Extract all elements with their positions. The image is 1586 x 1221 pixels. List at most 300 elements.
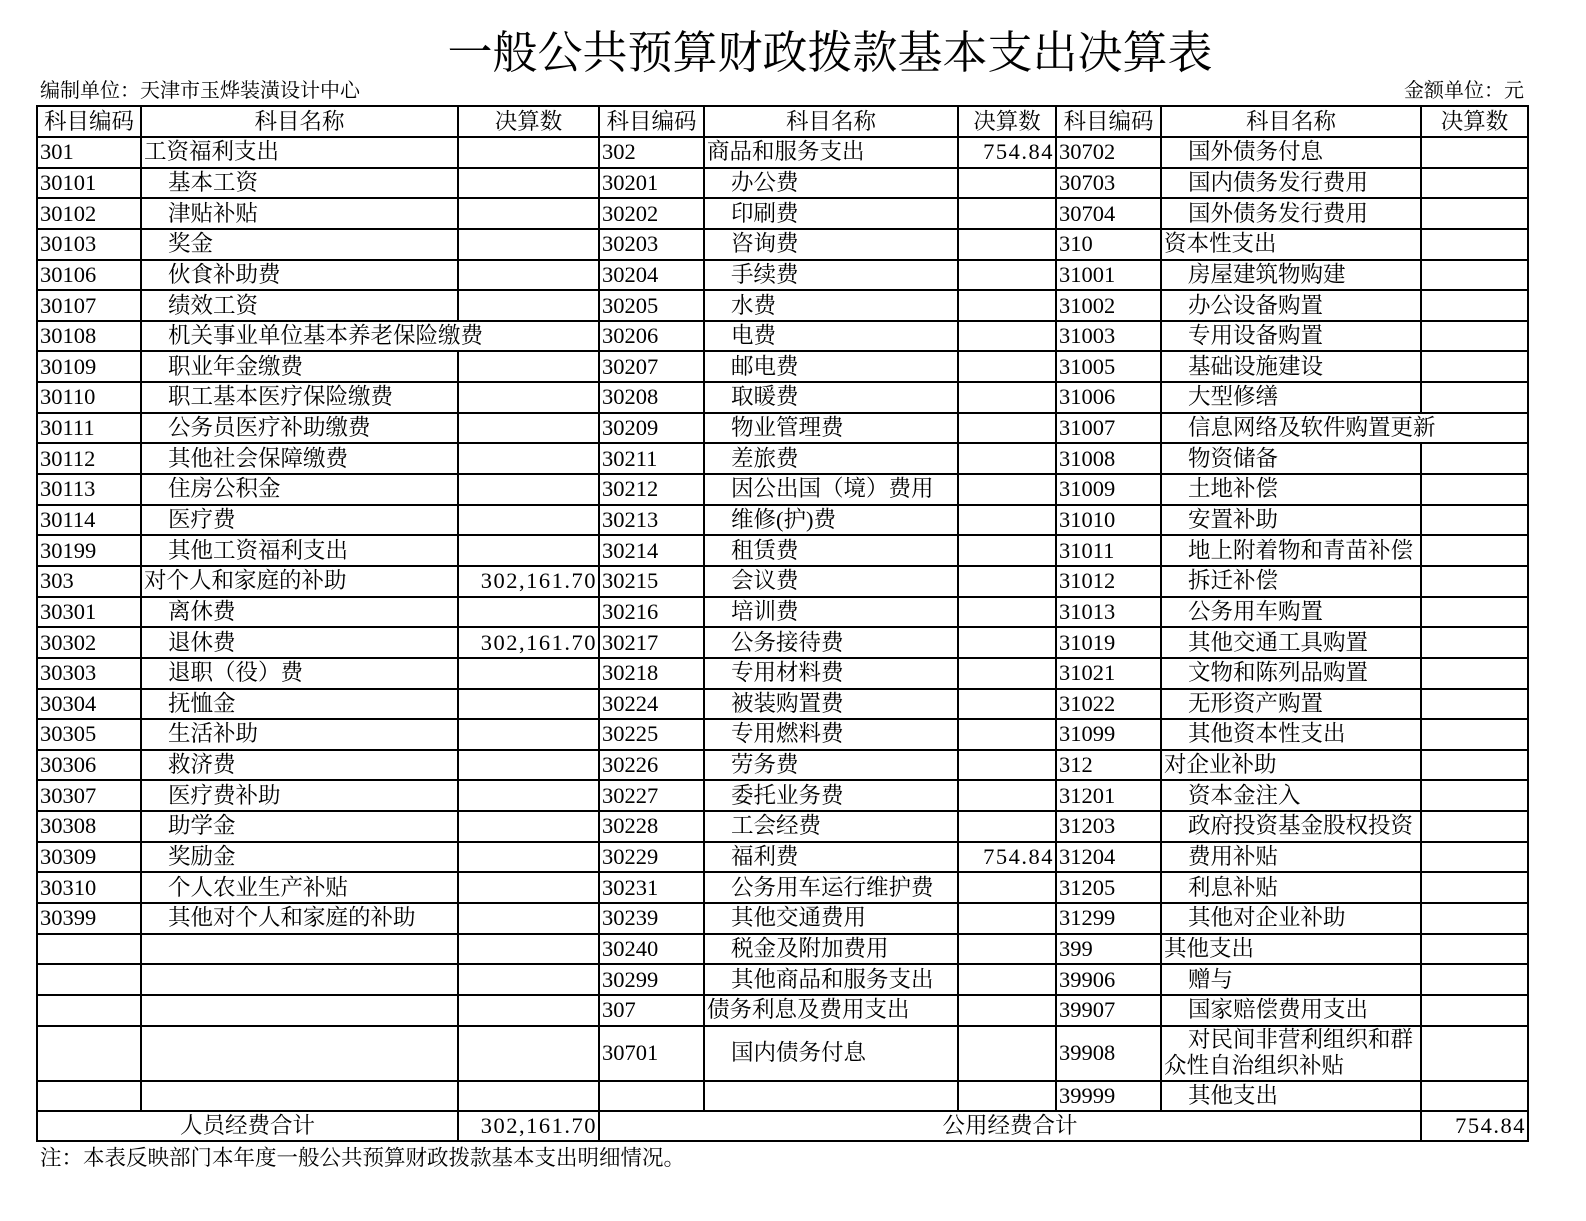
subject-name-cell: 住房公积金 — [141, 474, 458, 505]
subject-name-cell: 助学金 — [141, 811, 458, 842]
table-row — [37, 413, 1528, 444]
header-subject-name: 科目名称 — [704, 106, 958, 137]
subject-code-cell: 31012 — [1056, 566, 1161, 597]
final-amount-cell — [1421, 505, 1528, 536]
final-amount-cell — [1421, 689, 1528, 720]
subject-code-cell: 30103 — [37, 229, 141, 260]
subject-code-cell: 31099 — [1056, 719, 1161, 750]
subject-code-cell: 31022 — [1056, 689, 1161, 720]
subject-name-cell: 其他支出 — [1161, 1081, 1421, 1111]
subject-name-cell: 办公费 — [704, 168, 958, 199]
subject-code-cell: 30224 — [599, 689, 704, 720]
table-row — [37, 627, 1528, 658]
final-amount-cell — [1421, 903, 1528, 934]
subject-code-cell: 30239 — [599, 903, 704, 934]
table-row — [37, 719, 1528, 750]
subject-code-cell: 31019 — [1056, 627, 1161, 658]
final-amount-cell — [1421, 566, 1528, 597]
final-amount-cell — [458, 964, 599, 995]
subject-code-cell: 30308 — [37, 811, 141, 842]
final-amount-cell — [958, 597, 1056, 628]
subject-code-cell: 30106 — [37, 260, 141, 291]
subject-name-cell: 工会经费 — [704, 811, 958, 842]
final-amount-cell — [958, 934, 1056, 965]
subject-name-cell: 其他商品和服务支出 — [704, 964, 958, 995]
final-amount-cell — [458, 872, 599, 903]
subject-code-cell: 31203 — [1056, 811, 1161, 842]
subject-code-cell: 30217 — [599, 627, 704, 658]
final-amount-cell — [958, 198, 1056, 229]
final-amount-cell — [1421, 474, 1528, 505]
compiling-unit-label: 编制单位：天津市玉烨装潢设计中心 — [40, 80, 360, 102]
subject-code-cell: 312 — [1056, 750, 1161, 781]
subject-code-cell: 310 — [1056, 229, 1161, 260]
subject-code-cell: 30299 — [599, 964, 704, 995]
subject-name-cell: 国内债务发行费用 — [1161, 168, 1421, 199]
table-row — [37, 964, 1528, 995]
subject-code-cell: 30206 — [599, 321, 704, 352]
subject-name-cell: 资本金注入 — [1161, 780, 1421, 811]
subject-code-cell: 30114 — [37, 505, 141, 536]
final-amount-cell — [458, 689, 599, 720]
final-amount-cell — [1421, 321, 1528, 352]
totals-row — [37, 1111, 1528, 1141]
subject-code-cell: 39908 — [1056, 1026, 1161, 1081]
subject-name-cell: 利息补贴 — [1161, 872, 1421, 903]
final-amount-cell — [958, 1081, 1056, 1111]
subject-code-cell: 30111 — [37, 413, 141, 444]
subject-name-cell: 土地补偿 — [1161, 474, 1421, 505]
final-amount-cell — [1421, 198, 1528, 229]
final-amount-cell — [458, 351, 599, 382]
subject-name-cell: 水费 — [704, 290, 958, 321]
subject-code-cell: 30305 — [37, 719, 141, 750]
final-amount-cell — [1421, 597, 1528, 628]
subject-code-cell: 30399 — [37, 903, 141, 934]
subject-name-cell: 劳务费 — [704, 750, 958, 781]
subject-code-cell: 30212 — [599, 474, 704, 505]
final-amount-cell — [458, 1081, 599, 1111]
subject-name-cell: 其他社会保障缴费 — [141, 443, 458, 474]
subject-name-cell: 电费 — [704, 321, 958, 352]
subject-code-cell: 30225 — [599, 719, 704, 750]
subject-code-cell: 30704 — [1056, 198, 1161, 229]
table-row — [37, 321, 1528, 352]
final-amount-cell — [1421, 934, 1528, 965]
subject-code-cell: 30203 — [599, 229, 704, 260]
subject-name-cell: 会议费 — [704, 566, 958, 597]
subject-code-cell: 30226 — [599, 750, 704, 781]
subject-name-cell: 公务接待费 — [704, 627, 958, 658]
subject-name-cell: 资本性支出 — [1161, 229, 1421, 260]
table-row — [37, 566, 1528, 597]
subject-code-cell: 31001 — [1056, 260, 1161, 291]
final-amount-cell — [958, 229, 1056, 260]
subject-name-cell: 赠与 — [1161, 964, 1421, 995]
final-amount-cell — [958, 1026, 1056, 1081]
subject-name-cell: 办公设备购置 — [1161, 290, 1421, 321]
subject-name-cell: 商品和服务支出 — [704, 137, 958, 168]
table-note: 注：本表反映部门本年度一般公共预算财政拨款基本支出明细情况。 — [40, 1146, 686, 1170]
subject-code-cell: 30231 — [599, 872, 704, 903]
subject-name-cell: 对民间非营利组织和群众性自治组织补贴 — [1161, 1026, 1421, 1081]
final-amount-cell — [958, 443, 1056, 474]
subject-name-cell: 津贴补贴 — [141, 198, 458, 229]
subject-code-cell: 30205 — [599, 290, 704, 321]
subject-name-cell: 房屋建筑物购建 — [1161, 260, 1421, 291]
subject-code-cell: 30303 — [37, 658, 141, 689]
subject-name-cell: 其他交通工具购置 — [1161, 627, 1421, 658]
final-amount-cell: 754.84 — [958, 842, 1056, 873]
subject-code-cell: 30702 — [1056, 137, 1161, 168]
subject-code-cell — [37, 1026, 141, 1081]
subject-name-cell: 维修(护)费 — [704, 505, 958, 536]
subject-code-cell: 30213 — [599, 505, 704, 536]
table-row — [37, 443, 1528, 474]
final-amount-cell: 754.84 — [958, 137, 1056, 168]
subject-code-cell: 30209 — [599, 413, 704, 444]
final-amount-cell — [958, 811, 1056, 842]
final-amount-cell — [458, 719, 599, 750]
header-final-amount: 决算数 — [958, 106, 1056, 137]
table-row — [37, 474, 1528, 505]
table-row — [37, 290, 1528, 321]
subject-name-cell: 绩效工资 — [141, 290, 458, 321]
table-row — [37, 1026, 1528, 1081]
table-row — [37, 780, 1528, 811]
final-amount-cell — [458, 1026, 599, 1081]
final-amount-cell — [1421, 1026, 1528, 1081]
final-amount-cell — [458, 505, 599, 536]
final-amount-cell — [958, 995, 1056, 1026]
final-amount-cell — [458, 382, 599, 413]
subject-name-cell: 国外债务付息 — [1161, 137, 1421, 168]
subject-name-cell: 伙食补助费 — [141, 260, 458, 291]
final-amount-cell — [958, 719, 1056, 750]
subject-code-cell: 31006 — [1056, 382, 1161, 413]
subject-code-cell: 31201 — [1056, 780, 1161, 811]
subject-name-cell: 基本工资 — [141, 168, 458, 199]
final-amount-cell — [458, 474, 599, 505]
table-row — [37, 168, 1528, 199]
table-row — [37, 505, 1528, 536]
subject-code-cell: 31009 — [1056, 474, 1161, 505]
final-amount-cell — [1421, 811, 1528, 842]
subject-code-cell: 30112 — [37, 443, 141, 474]
table-row — [37, 750, 1528, 781]
subject-name-cell: 救济费 — [141, 750, 458, 781]
subject-code-cell — [37, 934, 141, 965]
subject-name-cell: 大型修缮 — [1161, 382, 1421, 413]
subject-name-cell: 差旅费 — [704, 443, 958, 474]
final-amount-cell — [958, 535, 1056, 566]
subject-code-cell: 30201 — [599, 168, 704, 199]
table-body — [37, 137, 1528, 1111]
final-amount-cell — [458, 995, 599, 1026]
subject-code-cell: 30214 — [599, 535, 704, 566]
subject-code-cell: 30109 — [37, 351, 141, 382]
final-amount-cell — [958, 964, 1056, 995]
final-amount-cell — [958, 903, 1056, 934]
subject-code-cell: 30240 — [599, 934, 704, 965]
subject-code-cell: 30229 — [599, 842, 704, 873]
final-amount-cell — [1421, 995, 1528, 1026]
final-amount-cell — [1421, 627, 1528, 658]
subject-name-cell: 地上附着物和青苗补偿 — [1161, 535, 1421, 566]
subject-name-cell — [141, 1081, 458, 1111]
subject-code-cell: 301 — [37, 137, 141, 168]
subject-name-cell: 物资储备 — [1161, 443, 1421, 474]
subject-name-cell: 因公出国（境）费用 — [704, 474, 958, 505]
subject-code-cell: 31008 — [1056, 443, 1161, 474]
subject-code-cell: 30703 — [1056, 168, 1161, 199]
final-amount-cell — [958, 505, 1056, 536]
table-row — [37, 934, 1528, 965]
final-amount-cell — [958, 872, 1056, 903]
final-amount-cell — [1421, 260, 1528, 291]
subject-code-cell: 30199 — [37, 535, 141, 566]
subject-name-cell: 委托业务费 — [704, 780, 958, 811]
subject-name-cell: 国家赔偿费用支出 — [1161, 995, 1421, 1026]
final-amount-cell — [1421, 872, 1528, 903]
final-amount-cell — [458, 290, 599, 321]
table-row — [37, 995, 1528, 1026]
subject-code-cell: 399 — [1056, 934, 1161, 965]
final-amount-cell: 302,161.70 — [458, 627, 599, 658]
public-total-value: 754.84 — [1421, 1111, 1528, 1141]
final-amount-cell — [958, 290, 1056, 321]
subject-name-cell: 职工基本医疗保险缴费 — [141, 382, 458, 413]
subject-name-cell: 医疗费补助 — [141, 780, 458, 811]
table-row — [37, 382, 1528, 413]
final-amount-cell — [458, 168, 599, 199]
subject-code-cell: 30701 — [599, 1026, 704, 1081]
subject-name-cell: 离休费 — [141, 597, 458, 628]
final-amount-cell — [1421, 351, 1528, 382]
subject-code-cell: 302 — [599, 137, 704, 168]
subject-code-cell: 30307 — [37, 780, 141, 811]
final-amount-cell — [1421, 443, 1528, 474]
subject-name-cell: 公务员医疗补助缴费 — [141, 413, 458, 444]
subject-name-cell: 基础设施建设 — [1161, 351, 1421, 382]
personnel-total-value: 302,161.70 — [458, 1111, 599, 1141]
final-amount-cell — [958, 750, 1056, 781]
subject-name-cell: 退职（役）费 — [141, 658, 458, 689]
subject-name-cell — [141, 1026, 458, 1081]
subject-name-cell: 其他交通费用 — [704, 903, 958, 934]
subject-code-cell: 31005 — [1056, 351, 1161, 382]
subject-code-cell: 30306 — [37, 750, 141, 781]
final-amount-cell — [958, 689, 1056, 720]
final-amount-cell — [1421, 964, 1528, 995]
table-row — [37, 229, 1528, 260]
subject-name-cell: 邮电费 — [704, 351, 958, 382]
public-total-label: 公用经费合计 — [599, 1111, 1421, 1141]
final-amount-cell — [458, 260, 599, 291]
subject-name-cell: 机关事业单位基本养老保险缴费 — [141, 321, 458, 352]
subject-name-cell: 无形资产购置 — [1161, 689, 1421, 720]
subject-code-cell: 30227 — [599, 780, 704, 811]
subject-code-cell: 39907 — [1056, 995, 1161, 1026]
personnel-total-label: 人员经费合计 — [37, 1111, 458, 1141]
subject-code-cell — [37, 995, 141, 1026]
subject-name-cell: 手续费 — [704, 260, 958, 291]
subject-code-cell: 307 — [599, 995, 704, 1026]
subject-name-cell: 公务用车运行维护费 — [704, 872, 958, 903]
subject-name-cell: 其他支出 — [1161, 934, 1421, 965]
header-final-amount: 决算数 — [458, 106, 599, 137]
subject-name-cell — [141, 934, 458, 965]
final-amount-cell — [958, 351, 1056, 382]
subject-code-cell: 30208 — [599, 382, 704, 413]
subject-name-cell: 印刷费 — [704, 198, 958, 229]
final-amount-cell — [958, 627, 1056, 658]
header-subject-name: 科目名称 — [1161, 106, 1421, 137]
subject-name-cell: 租赁费 — [704, 535, 958, 566]
final-amount-cell — [958, 566, 1056, 597]
subject-name-cell: 其他对企业补助 — [1161, 903, 1421, 934]
subject-code-cell: 31010 — [1056, 505, 1161, 536]
subject-name-cell — [141, 964, 458, 995]
table-row — [37, 137, 1528, 168]
subject-name-cell: 费用补贴 — [1161, 842, 1421, 873]
subject-code-cell: 30215 — [599, 566, 704, 597]
subject-code-cell: 30107 — [37, 290, 141, 321]
final-amount-cell — [1421, 658, 1528, 689]
subject-name-cell: 培训费 — [704, 597, 958, 628]
final-amount-cell — [458, 750, 599, 781]
final-amount-cell — [958, 260, 1056, 291]
subject-code-cell: 30216 — [599, 597, 704, 628]
table-row — [37, 903, 1528, 934]
subject-name-cell: 对个人和家庭的补助 — [141, 566, 458, 597]
final-amount-cell — [1421, 382, 1528, 413]
subject-code-cell — [37, 964, 141, 995]
header-subject-code: 科目编码 — [1056, 106, 1161, 137]
subject-name-cell: 专用材料费 — [704, 658, 958, 689]
subject-name-cell: 税金及附加费用 — [704, 934, 958, 965]
subject-code-cell: 31021 — [1056, 658, 1161, 689]
final-amount-cell: 302,161.70 — [458, 566, 599, 597]
table-row — [37, 597, 1528, 628]
subject-code-cell: 31002 — [1056, 290, 1161, 321]
subject-name-cell: 福利费 — [704, 842, 958, 873]
subject-code-cell — [599, 1081, 704, 1111]
subject-name-cell: 专用设备购置 — [1161, 321, 1421, 352]
final-amount-cell — [958, 658, 1056, 689]
subject-code-cell: 30207 — [599, 351, 704, 382]
final-amount-cell — [458, 780, 599, 811]
subject-name-cell: 文物和陈列品购置 — [1161, 658, 1421, 689]
subject-code-cell: 31003 — [1056, 321, 1161, 352]
table-row — [37, 811, 1528, 842]
subject-name-cell: 个人农业生产补贴 — [141, 872, 458, 903]
page-title: 一般公共预算财政拨款基本支出决算表 — [447, 28, 1213, 78]
table-row — [37, 872, 1528, 903]
currency-unit-label: 金额单位：元 — [1404, 80, 1524, 102]
table-row — [37, 689, 1528, 720]
subject-name-cell: 对企业补助 — [1161, 750, 1421, 781]
budget-table — [36, 105, 1529, 1142]
final-amount-cell — [958, 474, 1056, 505]
subject-name-cell: 公务用车购置 — [1161, 597, 1421, 628]
subject-code-cell: 39906 — [1056, 964, 1161, 995]
subject-name-cell: 医疗费 — [141, 505, 458, 536]
subject-code-cell: 31205 — [1056, 872, 1161, 903]
subject-code-cell: 30113 — [37, 474, 141, 505]
subject-code-cell: 30228 — [599, 811, 704, 842]
subject-code-cell: 30108 — [37, 321, 141, 352]
final-amount-cell — [1421, 719, 1528, 750]
subject-code-cell: 30309 — [37, 842, 141, 873]
subject-code-cell: 30101 — [37, 168, 141, 199]
final-amount-cell — [1421, 168, 1528, 199]
final-amount-cell — [458, 658, 599, 689]
table-row — [37, 198, 1528, 229]
final-amount-cell — [958, 780, 1056, 811]
final-amount-cell — [1421, 413, 1528, 444]
subject-code-cell: 31011 — [1056, 535, 1161, 566]
table-row — [37, 351, 1528, 382]
subject-code-cell: 31013 — [1056, 597, 1161, 628]
final-amount-cell — [958, 321, 1056, 352]
final-amount-cell — [1421, 290, 1528, 321]
subject-name-cell: 专用燃料费 — [704, 719, 958, 750]
header-subject-name: 科目名称 — [141, 106, 458, 137]
subject-name-cell: 工资福利支出 — [141, 137, 458, 168]
final-amount-cell — [1421, 1081, 1528, 1111]
final-amount-cell — [1421, 535, 1528, 566]
final-amount-cell — [458, 413, 599, 444]
subject-name-cell: 取暖费 — [704, 382, 958, 413]
subject-name-cell: 信息网络及软件购置更新 — [1161, 413, 1421, 444]
subject-name-cell: 物业管理费 — [704, 413, 958, 444]
header-subject-code: 科目编码 — [599, 106, 704, 137]
subject-name-cell: 退休费 — [141, 627, 458, 658]
subject-code-cell: 30310 — [37, 872, 141, 903]
final-amount-cell — [458, 443, 599, 474]
subject-code-cell: 30202 — [599, 198, 704, 229]
subject-name-cell: 其他工资福利支出 — [141, 535, 458, 566]
header-row — [37, 106, 1528, 137]
subject-name-cell: 抚恤金 — [141, 689, 458, 720]
subject-code-cell: 30304 — [37, 689, 141, 720]
subject-name-cell: 政府投资基金股权投资 — [1161, 811, 1421, 842]
subject-name-cell: 奖励金 — [141, 842, 458, 873]
final-amount-cell — [1421, 842, 1528, 873]
table-row — [37, 260, 1528, 291]
subject-name-cell: 国内债务付息 — [704, 1026, 958, 1081]
final-amount-cell — [458, 535, 599, 566]
subject-code-cell: 30204 — [599, 260, 704, 291]
header-final-amount: 决算数 — [1421, 106, 1528, 137]
subject-code-cell — [37, 1081, 141, 1111]
table-row — [37, 535, 1528, 566]
subject-name-cell: 奖金 — [141, 229, 458, 260]
subject-name-cell — [141, 995, 458, 1026]
table-row — [37, 1081, 1528, 1111]
subject-name-cell: 国外债务发行费用 — [1161, 198, 1421, 229]
subject-name-cell: 职业年金缴费 — [141, 351, 458, 382]
subject-code-cell: 30218 — [599, 658, 704, 689]
subject-name-cell: 拆迁补偿 — [1161, 566, 1421, 597]
final-amount-cell — [458, 903, 599, 934]
subject-code-cell: 30211 — [599, 443, 704, 474]
subject-code-cell: 30302 — [37, 627, 141, 658]
final-amount-cell — [458, 597, 599, 628]
subject-name-cell: 咨询费 — [704, 229, 958, 260]
final-amount-cell — [1421, 137, 1528, 168]
